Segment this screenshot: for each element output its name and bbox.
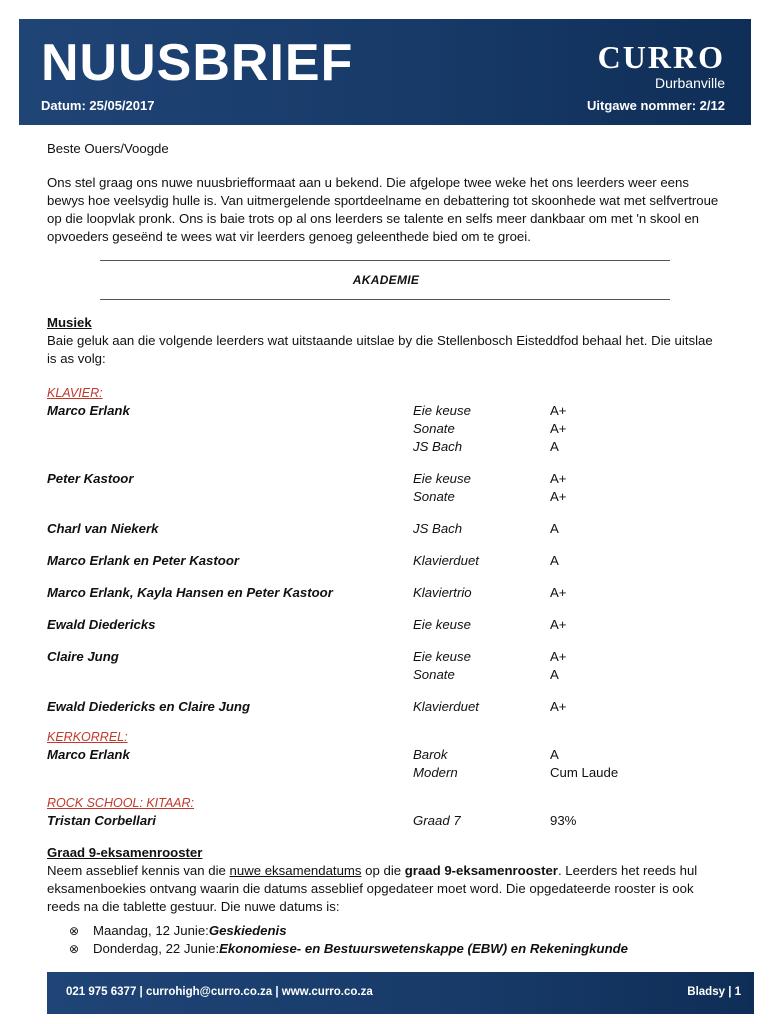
circled-x-bullet-icon: ⊗ [69,924,80,938]
grade: A+ [550,421,567,436]
piece: Sonate [413,489,455,504]
logo-campus: Durbanville [654,75,725,91]
result-row [47,520,725,538]
newsletter-title: NUUSBRIEF [41,34,354,92]
grade: A [550,747,559,762]
exam-text-3: . Leerders het reeds hul eksamenboekies ontvang waarin die datums asseblief opgedateer moet word. Die opgedateerde rooster is ook reeds na die tablette gestuur. Die nuwe datums is: [47,863,698,914]
result-row [47,698,725,716]
school-logo [598,41,725,91]
result-row [47,402,725,456]
result-row [47,552,725,570]
exam-dates-list [69,922,725,958]
grade: A [550,667,559,682]
piece-list [413,470,550,506]
logo-name: CURRO [597,39,725,75]
section-title: AKADEMIE [352,273,420,287]
music-intro: Baie geluk aan die volgende leerders wat uitstaande uitslae by die Stellenbosch Eisteddfod behaal het. Die uitslae is as volg: [47,333,713,366]
exam-paragraph [47,862,725,916]
exam-heading: Graad 9-eksamenrooster [47,845,203,860]
exam-subject: Geskiedenis [208,923,287,938]
piece-list [413,812,550,830]
piece: Eie keuse [413,649,471,664]
exam-date-item [69,922,725,940]
newsletter-body [47,140,725,958]
grade: A+ [550,471,567,486]
category-heading: ROCK SCHOOL: KITAAR: [47,796,195,810]
piece: Eie keuse [413,403,471,418]
exam-bold-text: graad 9-eksamenrooster [404,863,558,878]
exam-date: Donderdag, 22 Junie: [93,941,220,956]
result-row [47,470,725,506]
circled-x-bullet-icon: ⊗ [69,942,80,956]
grade: A+ [550,617,567,632]
learner-name: Charl van Niekerk [47,521,159,536]
learner-name: Peter Kastoor [47,471,134,486]
piece: Barok [413,747,448,762]
grade-list [550,402,720,456]
grade: A+ [550,649,567,664]
exam-subject: Ekonomiese- en Bestuurswetenskappe (EBW) en Rekeningkunde [219,941,629,956]
newsletter-header [19,19,751,125]
grade-list [550,746,720,782]
grade-list [550,520,720,538]
grade: A+ [550,585,567,600]
piece: Eie keuse [413,471,471,486]
piece-list [413,698,550,716]
grade: A+ [550,403,567,418]
result-row [47,812,725,830]
learner-name: Marco Erlank en Peter Kastoor [47,553,240,568]
learner-name: Marco Erlank [47,403,130,418]
music-heading: Musiek [47,315,92,330]
learner-name: Claire Jung [47,649,119,664]
grade: 93% [550,813,577,828]
exam-text-2: op die [361,863,405,878]
exam-dates-link[interactable]: nuwe eksamendatums [229,863,362,878]
intro-paragraph: Ons stel graag ons nuwe nuusbriefformaat aan u bekend. Die afgelope twee weke het ons leerders weer eens bewys hoe veelsydig hulle is. Van uitmergelende sportdeelname en debattering tot skoonhede wat met selfvertroue op die loopvlak pronk. Ons is baie trots op al ons leerders se talente en selfs meer dankbaar om met 'n skool en opvoeders geseënd te wees wat vir leerders genoeg geleenthede bied om te groei. [47,175,719,244]
greeting: Beste Ouers/Voogde [47,141,169,156]
piece: Klavierduet [413,699,479,714]
piece-list [413,402,550,456]
newsletter-footer [47,972,754,1014]
issue-number: Uitgawe nommer: 2/12 [587,98,725,113]
exam-text-1: Neem asseblief kennis van die [47,863,230,878]
learner-name: Marco Erlank [47,747,130,762]
category-heading: KLAVIER: [47,386,103,400]
grade-list [550,470,720,506]
piece-list [413,616,550,634]
footer-contact: 021 975 6377 | currohigh@curro.co.za | www.curro.co.za [66,986,373,998]
exam-date: Maandag, 12 Junie: [93,923,209,938]
grade-list [550,698,720,716]
exam-date-item [69,940,725,958]
piece: Eie keuse [413,617,471,632]
piece-list [413,552,550,570]
piece: Graad 7 [413,813,461,828]
grade: A [550,521,559,536]
result-row [47,746,725,782]
learner-name: Ewald Diedericks en Claire Jung [47,699,251,714]
piece-list [413,746,550,782]
piece: Sonate [413,667,455,682]
piece: JS Bach [413,521,463,536]
result-row [47,648,725,684]
piece: JS Bach [413,439,463,454]
piece: Klavierduet [413,553,479,568]
issue-date: Datum: 25/05/2017 [41,98,155,113]
grade-list [550,812,720,830]
result-row [47,584,725,602]
learner-name: Tristan Corbellari [47,813,156,828]
grade-list [550,648,720,684]
result-row [47,616,725,634]
piece-list [413,648,550,684]
grade: A+ [550,699,567,714]
learner-name: Ewald Diedericks [47,617,156,632]
piece-list [413,520,550,538]
piece: Klaviertrio [413,585,472,600]
grade: Cum Laude [550,765,619,780]
category-heading: KERKORREL: [47,730,128,744]
grade: A [550,553,559,568]
page-number: Bladsy | 1 [687,986,741,998]
grade-list [550,584,720,602]
results-list [47,368,725,830]
piece-list [413,584,550,602]
divider-top [100,260,670,261]
piece: Modern [413,765,458,780]
grade-list [550,616,720,634]
learner-name: Marco Erlank, Kayla Hansen en Peter Kastoor [47,585,333,600]
grade: A+ [550,489,567,504]
piece: Sonate [413,421,455,436]
grade-list [550,552,720,570]
grade: A [550,439,559,454]
